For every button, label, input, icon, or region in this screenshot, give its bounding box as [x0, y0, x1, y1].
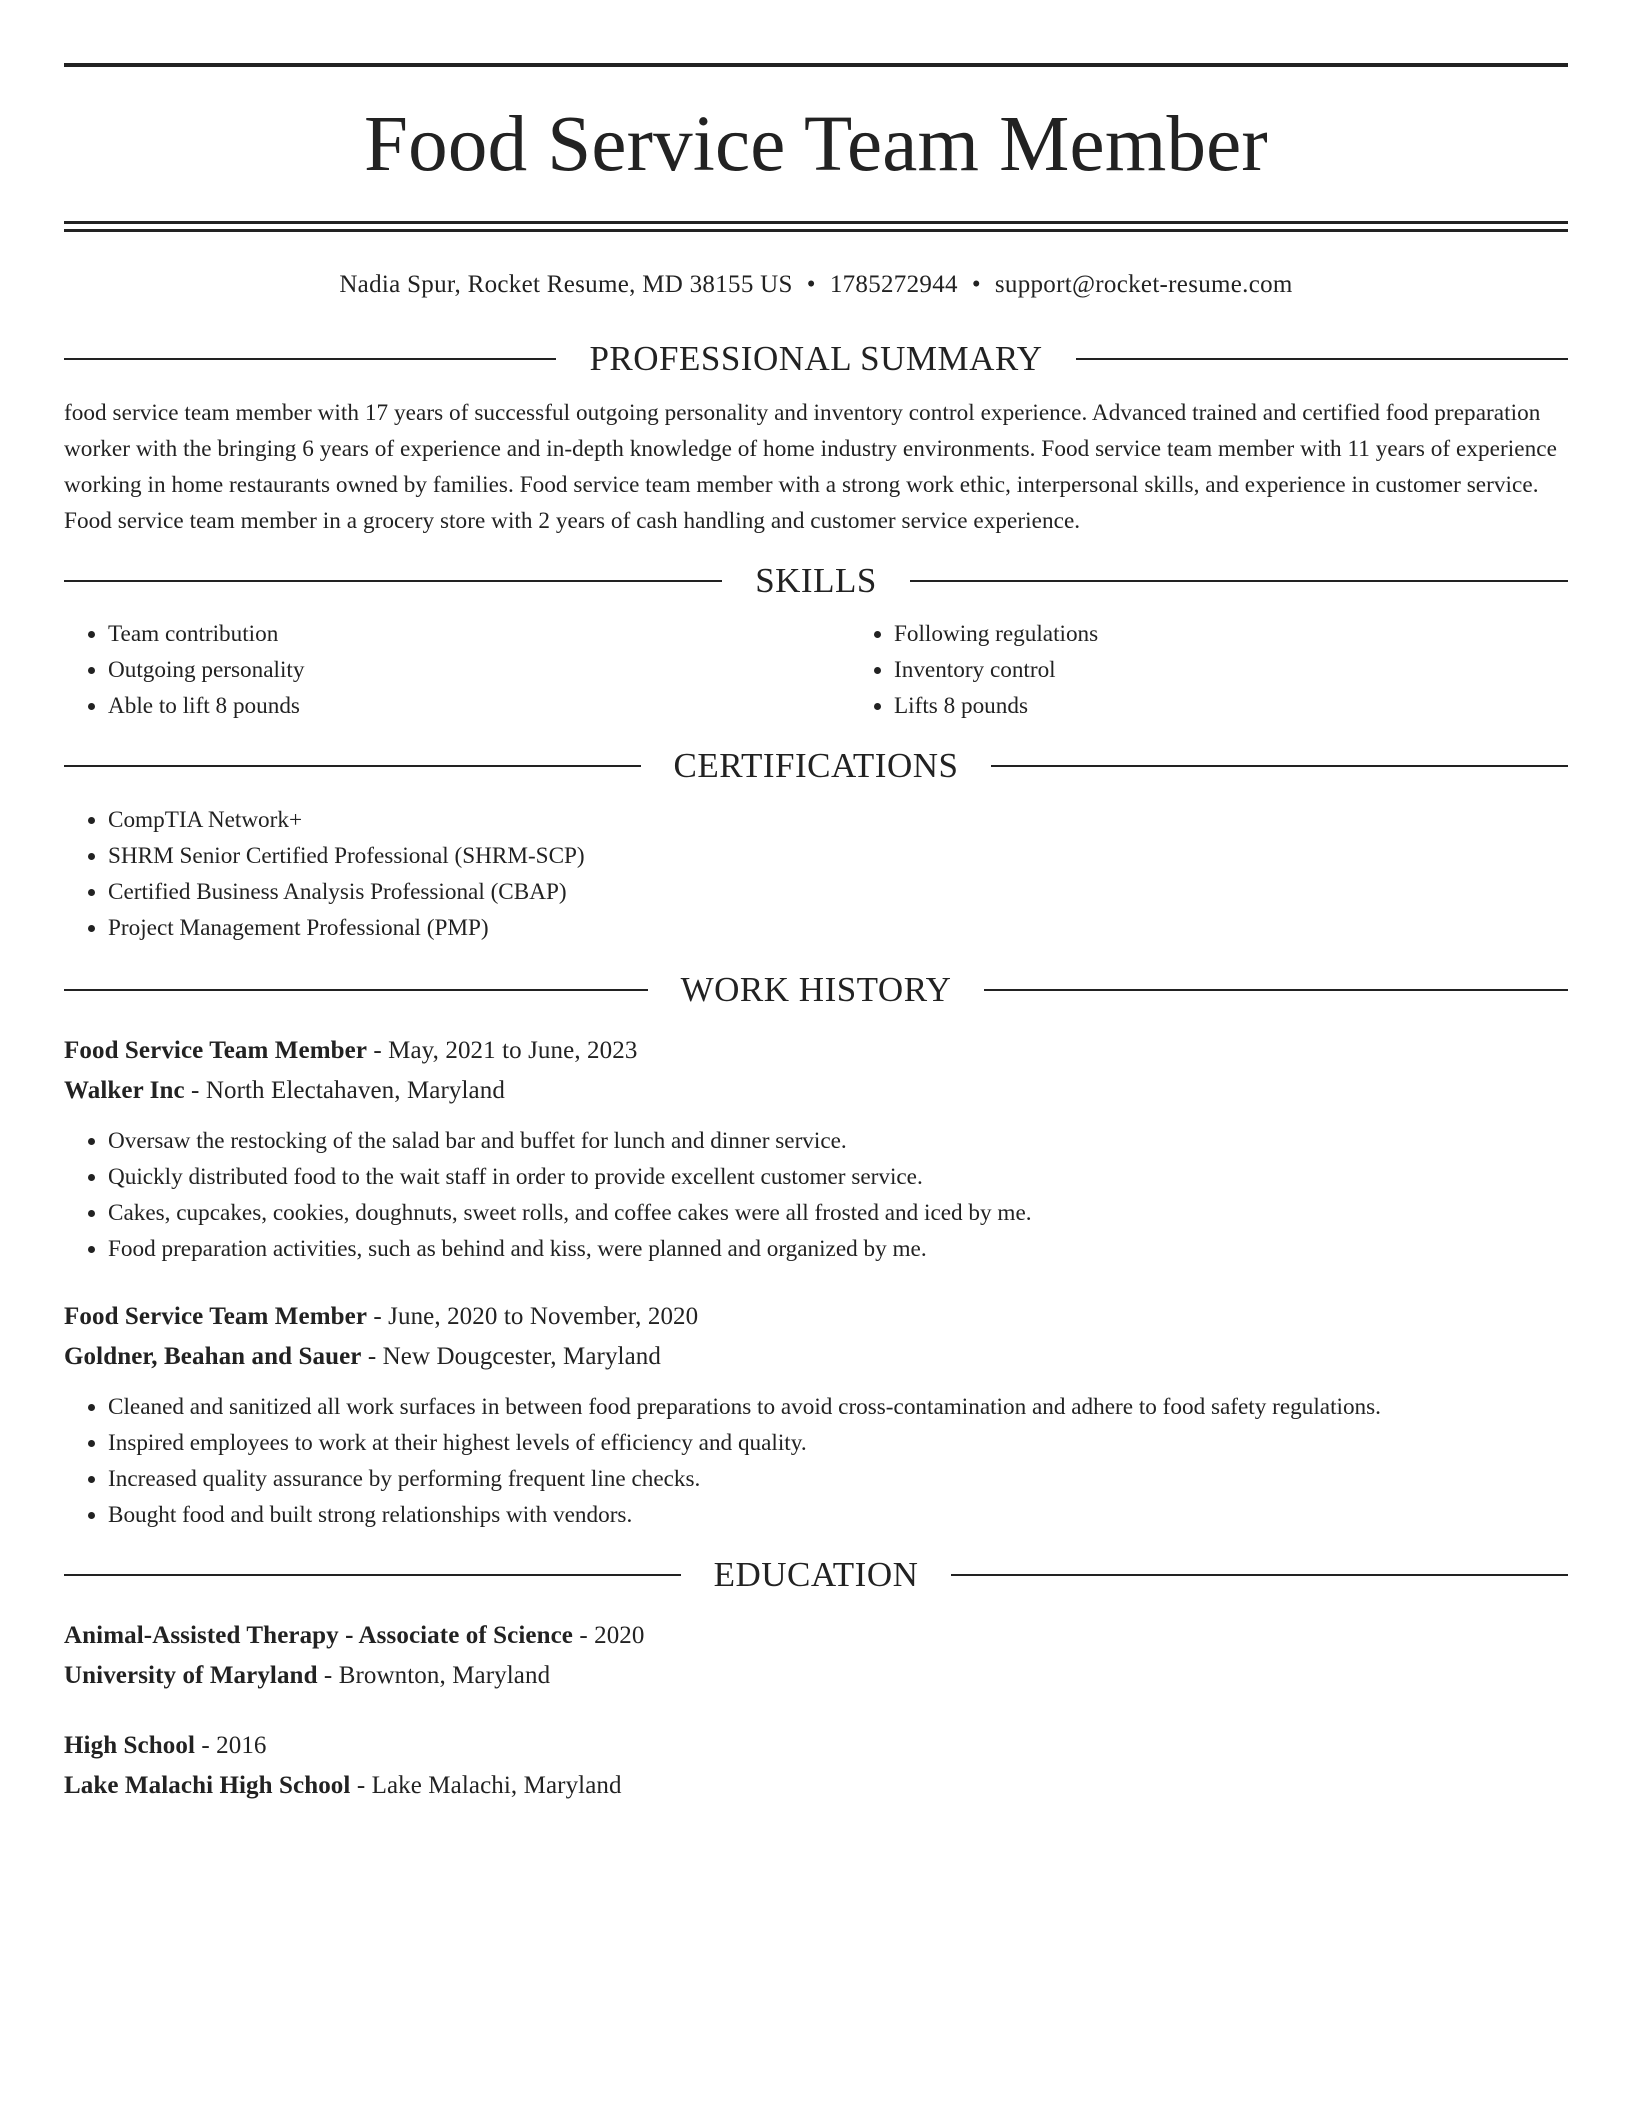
job-dates: - May, 2021 to June, 2023: [367, 1037, 638, 1064]
job-bullets: [64, 1389, 1568, 1533]
heading-rule-right: [951, 1574, 1568, 1576]
contact-line: [64, 267, 1568, 303]
certification-item: • Certified Business Analysis Professional (CBAP): [108, 874, 1568, 910]
job-bullet: • Cleaned and sanitized all work surfaces in between food preparations to avoid cross-contamination and adhere to food safety regulations.: [108, 1389, 1568, 1425]
job-company-line: [64, 1337, 1568, 1377]
education-school: Lake Malachi High School: [64, 1772, 351, 1799]
heading-rule-left: [64, 358, 556, 360]
certification-item: • CompTIA Network+: [108, 802, 1568, 838]
education-entry: [64, 1726, 1568, 1806]
job-title-line: [64, 1031, 1568, 1071]
title-double-rule: [64, 221, 1568, 232]
job-title-line: [64, 1297, 1568, 1337]
skill-item: • Lifts 8 pounds: [894, 688, 1632, 724]
education-heading-label: EDUCATION: [713, 1555, 919, 1594]
education-school-line: [64, 1656, 1568, 1696]
heading-rule-left: [64, 989, 648, 991]
certifications-heading: [64, 744, 1568, 788]
education-entry: [64, 1616, 1568, 1696]
skills-heading-label: SKILLS: [755, 561, 877, 600]
education-degree-line: [64, 1726, 1568, 1766]
heading-rule-left: [64, 1574, 681, 1576]
job-location: - New Dougcester, Maryland: [361, 1343, 661, 1370]
job-entry: [64, 1031, 1568, 1267]
job-bullet: • Inspired employees to work at their highest levels of efficiency and quality.: [108, 1425, 1568, 1461]
skills-heading: [64, 559, 1568, 603]
job-company: Goldner, Beahan and Sauer: [64, 1343, 362, 1370]
contact-email: support@rocket-resume.com: [994, 271, 1293, 298]
job-bullet: • Increased quality assurance by performing frequent line checks.: [108, 1461, 1568, 1497]
job-dates: - June, 2020 to November, 2020: [367, 1303, 699, 1330]
job-title: Food Service Team Member: [64, 1037, 368, 1064]
job-bullet: • Oversaw the restocking of the salad bar and buffet for lunch and dinner service.: [108, 1123, 1568, 1159]
job-title: Food Service Team Member: [64, 1303, 368, 1330]
skill-item: • Outgoing personality: [108, 652, 850, 688]
education-degree-line: [64, 1616, 1568, 1656]
job-bullet: • Cakes, cupcakes, cookies, doughnuts, sweet rolls, and coffee cakes were all frosted and iced by me.: [108, 1195, 1568, 1231]
education-location: - Brownton, Maryland: [317, 1662, 551, 1689]
summary-heading-label: PROFESSIONAL SUMMARY: [589, 339, 1043, 378]
heading-rule-right: [991, 765, 1568, 767]
heading-rule-right: [984, 989, 1568, 991]
summary-text: food service team member with 17 years of successful outgoing personality and inventory control experience. Advanced trained and certified food preparation worker with the bringing 6 years of experience and in-depth knowledge of home industry environments. Food service team member with 11 years of experience working in home restaurants owned by families. Food service team member with a strong work ethic, interpersonal skills, and experience in customer service. Food service team member in a grocery store with 2 years of cash handling and customer service experience.: [64, 400, 1557, 534]
heading-rule-left: [64, 580, 722, 582]
job-company: Walker Inc: [64, 1077, 185, 1104]
skill-item: • Following regulations: [894, 616, 1632, 652]
job-location: - North Electahaven, Maryland: [184, 1077, 505, 1104]
skills-column-right: [850, 616, 1632, 724]
job-company-line: [64, 1071, 1568, 1111]
skill-item: • Able to lift 8 pounds: [108, 688, 850, 724]
skills-list: [64, 616, 1568, 724]
skills-column-left: [64, 616, 850, 724]
resume-title: Food Service Team Member: [364, 101, 1268, 188]
job-bullets: [64, 1123, 1568, 1267]
summary-heading: [64, 337, 1568, 381]
certification-item: • Project Management Professional (PMP): [108, 910, 1568, 946]
skill-item: • Inventory control: [894, 652, 1632, 688]
education-school-line: [64, 1766, 1568, 1806]
education-school: University of Maryland: [64, 1662, 318, 1689]
heading-rule-right: [910, 580, 1568, 582]
work-history-heading-label: WORK HISTORY: [680, 970, 952, 1009]
contact-address: Nadia Spur, Rocket Resume, MD 38155 US: [339, 271, 793, 298]
certifications-list: [64, 802, 1568, 946]
job-bullet: • Quickly distributed food to the wait staff in order to provide excellent customer service.: [108, 1159, 1568, 1195]
skill-item: • Team contribution: [108, 616, 850, 652]
heading-rule-right: [1076, 358, 1568, 360]
contact-separator: •: [971, 271, 981, 298]
heading-rule-left: [64, 765, 641, 767]
work-history-heading: [64, 968, 1568, 1012]
job-bullet: • Food preparation activities, such as behind and kiss, were planned and organized by me.: [108, 1231, 1568, 1267]
top-rule: [64, 63, 1568, 67]
education-location: - Lake Malachi, Maryland: [350, 1772, 622, 1799]
education-year: - 2020: [572, 1622, 645, 1649]
job-entry: [64, 1297, 1568, 1533]
job-bullet: • Bought food and built strong relationships with vendors.: [108, 1497, 1568, 1533]
education-degree: Animal-Assisted Therapy - Associate of Science: [64, 1622, 573, 1649]
contact-separator: •: [806, 271, 816, 298]
education-heading: [64, 1553, 1568, 1597]
education-degree: High School: [64, 1732, 195, 1759]
certifications-heading-label: CERTIFICATIONS: [673, 746, 959, 785]
certification-item: • SHRM Senior Certified Professional (SHRM-SCP): [108, 838, 1568, 874]
education-year: - 2016: [195, 1732, 267, 1759]
contact-phone: 1785272944: [829, 271, 958, 298]
